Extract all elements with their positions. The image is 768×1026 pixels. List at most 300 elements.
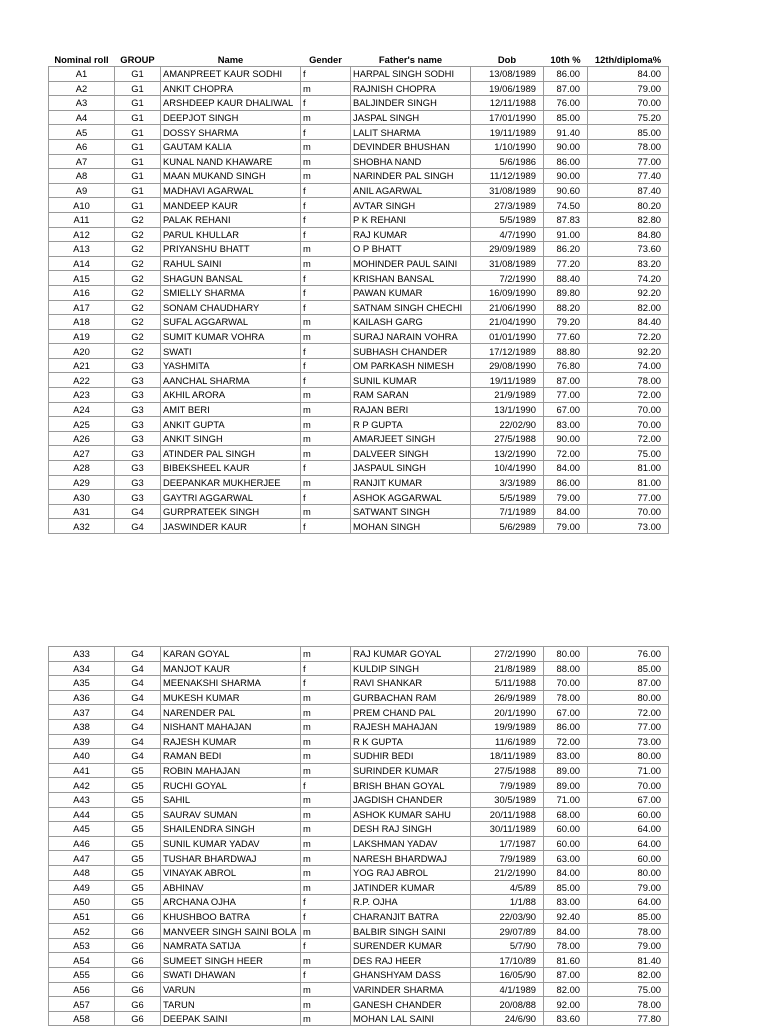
cell-dob: 12/11/1988 (471, 96, 544, 111)
cell-dob: 27/5/1988 (471, 763, 544, 778)
cell-dob: 7/1/1989 (471, 504, 544, 519)
cell-nominal-roll: A29 (49, 475, 115, 490)
cell-10th-percent: 79.20 (544, 315, 588, 330)
cell-dob: 31/08/1989 (471, 183, 544, 198)
cell-fathers-name: BALJINDER SINGH (351, 96, 471, 111)
cell-dob: 30/5/1989 (471, 792, 544, 807)
cell-nominal-roll: A31 (49, 504, 115, 519)
cell-12th-diploma-percent: 67.00 (588, 792, 669, 807)
cell-gender: m (301, 705, 351, 720)
table-row (49, 446, 669, 461)
table-row (49, 358, 669, 373)
cell-gender: m (301, 402, 351, 417)
cell-dob: 11/6/1989 (471, 734, 544, 749)
cell-nominal-roll: A22 (49, 373, 115, 388)
cell-group: G2 (115, 329, 161, 344)
table-row (49, 402, 669, 417)
table-row (49, 676, 669, 691)
cell-dob: 5/7/90 (471, 938, 544, 953)
cell-nominal-roll: A36 (49, 690, 115, 705)
cell-12th-diploma-percent: 85.00 (588, 909, 669, 924)
cell-name: PARUL KHULLAR (161, 227, 301, 242)
cell-name: NISHANT MAHAJAN (161, 719, 301, 734)
cell-dob: 21/9/1989 (471, 388, 544, 403)
cell-10th-percent: 67.00 (544, 705, 588, 720)
cell-12th-diploma-percent: 79.00 (588, 81, 669, 96)
cell-dob: 5/5/1989 (471, 490, 544, 505)
cell-10th-percent: 86.00 (544, 719, 588, 734)
cell-gender: m (301, 865, 351, 880)
cell-name: SAURAV SUMAN (161, 807, 301, 822)
cell-gender: f (301, 519, 351, 534)
table-row (49, 227, 669, 242)
cell-10th-percent: 90.60 (544, 183, 588, 198)
header-nominal-roll: Nominal roll (54, 53, 109, 65)
cell-12th-diploma-percent: 81.00 (588, 461, 669, 476)
cell-name: DEEPANKAR MUKHERJEE (161, 475, 301, 490)
cell-gender: f (301, 661, 351, 676)
table-row (49, 329, 669, 344)
cell-dob: 13/2/1990 (471, 446, 544, 461)
table-row (49, 81, 669, 96)
cell-12th-diploma-percent: 80.00 (588, 690, 669, 705)
cell-name: MAAN MUKAND SINGH (161, 169, 301, 184)
cell-12th-diploma-percent: 84.40 (588, 315, 669, 330)
cell-10th-percent: 78.00 (544, 690, 588, 705)
cell-group: G3 (115, 402, 161, 417)
table-row (49, 110, 669, 125)
cell-10th-percent: 78.00 (544, 938, 588, 953)
cell-nominal-roll: A42 (49, 778, 115, 793)
cell-group: G2 (115, 344, 161, 359)
cell-gender: m (301, 982, 351, 997)
cell-12th-diploma-percent: 87.40 (588, 183, 669, 198)
cell-10th-percent: 74.50 (544, 198, 588, 213)
cell-dob: 30/11/1989 (471, 822, 544, 837)
cell-group: G4 (115, 749, 161, 764)
table-row (49, 271, 669, 286)
cell-10th-percent: 87.00 (544, 81, 588, 96)
cell-gender: f (301, 198, 351, 213)
table-row (49, 836, 669, 851)
cell-nominal-roll: A23 (49, 388, 115, 403)
cell-name: ATINDER PAL SINGH (161, 446, 301, 461)
cell-fathers-name: RAJESH MAHAJAN (351, 719, 471, 734)
cell-dob: 4/5/89 (471, 880, 544, 895)
cell-group: G3 (115, 475, 161, 490)
cell-10th-percent: 84.00 (544, 924, 588, 939)
cell-fathers-name: VARINDER SHARMA (351, 982, 471, 997)
cell-fathers-name: ASHOK KUMAR SAHU (351, 807, 471, 822)
table-row (49, 139, 669, 154)
cell-group: G2 (115, 315, 161, 330)
cell-gender: f (301, 895, 351, 910)
cell-gender: m (301, 719, 351, 734)
cell-fathers-name: RANJIT KUMAR (351, 475, 471, 490)
cell-12th-diploma-percent: 70.00 (588, 402, 669, 417)
cell-group: G6 (115, 953, 161, 968)
cell-dob: 20/1/1990 (471, 705, 544, 720)
cell-gender: m (301, 953, 351, 968)
cell-gender: m (301, 417, 351, 432)
cell-group: G2 (115, 271, 161, 286)
cell-gender: m (301, 1011, 351, 1026)
cell-dob: 29/09/1989 (471, 242, 544, 257)
cell-group: G3 (115, 388, 161, 403)
cell-fathers-name: NARINDER PAL SINGH (351, 169, 471, 184)
cell-12th-diploma-percent: 82.00 (588, 968, 669, 983)
cell-nominal-roll: A35 (49, 676, 115, 691)
cell-10th-percent: 70.00 (544, 676, 588, 691)
cell-group: G4 (115, 690, 161, 705)
cell-fathers-name: JASPAUL SINGH (351, 461, 471, 476)
cell-name: SUMEET SINGH HEER (161, 953, 301, 968)
cell-group: G3 (115, 373, 161, 388)
cell-nominal-roll: A13 (49, 242, 115, 257)
cell-12th-diploma-percent: 79.00 (588, 880, 669, 895)
cell-group: G2 (115, 212, 161, 227)
cell-fathers-name: PREM CHAND PAL (351, 705, 471, 720)
cell-dob: 21/06/1990 (471, 300, 544, 315)
cell-10th-percent: 84.00 (544, 504, 588, 519)
cell-nominal-roll: A46 (49, 836, 115, 851)
cell-dob: 20/08/88 (471, 997, 544, 1012)
cell-gender: m (301, 792, 351, 807)
cell-name: TUSHAR BHARDWAJ (161, 851, 301, 866)
cell-nominal-roll: A58 (49, 1011, 115, 1026)
cell-dob: 26/9/1989 (471, 690, 544, 705)
table-row (49, 763, 669, 778)
cell-dob: 19/9/1989 (471, 719, 544, 734)
cell-name: SUNIL KUMAR YADAV (161, 836, 301, 851)
cell-10th-percent: 76.00 (544, 96, 588, 111)
cell-12th-diploma-percent: 70.00 (588, 778, 669, 793)
cell-nominal-roll: A48 (49, 865, 115, 880)
cell-fathers-name: SURINDER KUMAR (351, 763, 471, 778)
cell-fathers-name: DALVEER SINGH (351, 446, 471, 461)
table-row (49, 880, 669, 895)
cell-group: G2 (115, 242, 161, 257)
cell-name: SMIELLY SHARMA (161, 285, 301, 300)
student-table-2 (48, 646, 669, 1026)
cell-gender: m (301, 690, 351, 705)
cell-name: SUMIT KUMAR VOHRA (161, 329, 301, 344)
cell-group: G2 (115, 227, 161, 242)
cell-12th-diploma-percent: 82.80 (588, 212, 669, 227)
cell-nominal-roll: A15 (49, 271, 115, 286)
table-row (49, 256, 669, 271)
cell-name: SWATI DHAWAN (161, 968, 301, 983)
cell-nominal-roll: A8 (49, 169, 115, 184)
cell-nominal-roll: A50 (49, 895, 115, 910)
cell-gender: m (301, 851, 351, 866)
cell-fathers-name: SUNIL KUMAR (351, 373, 471, 388)
cell-10th-percent: 87.00 (544, 968, 588, 983)
student-table-1 (48, 52, 669, 534)
cell-10th-percent: 92.40 (544, 909, 588, 924)
table-row (49, 96, 669, 111)
header-group: GROUP (120, 53, 155, 65)
cell-gender: f (301, 968, 351, 983)
cell-nominal-roll: A16 (49, 285, 115, 300)
cell-gender: m (301, 242, 351, 257)
cell-12th-diploma-percent: 78.00 (588, 924, 669, 939)
cell-10th-percent: 85.00 (544, 110, 588, 125)
header-gender: Gender (309, 53, 342, 65)
cell-dob: 1/10/1990 (471, 139, 544, 154)
header-10th-percent: 10th % (550, 53, 581, 65)
cell-12th-diploma-percent: 77.00 (588, 490, 669, 505)
cell-fathers-name: CHARANJIT BATRA (351, 909, 471, 924)
cell-dob: 7/2/1990 (471, 271, 544, 286)
cell-dob: 17/01/1990 (471, 110, 544, 125)
cell-nominal-roll: A24 (49, 402, 115, 417)
cell-group: G5 (115, 851, 161, 866)
table-row (49, 822, 669, 837)
cell-dob: 22/02/90 (471, 417, 544, 432)
table-row (49, 388, 669, 403)
cell-10th-percent: 86.00 (544, 154, 588, 169)
cell-fathers-name: P K REHANI (351, 212, 471, 227)
cell-12th-diploma-percent: 60.00 (588, 807, 669, 822)
cell-group: G3 (115, 446, 161, 461)
cell-fathers-name: JASPAL SINGH (351, 110, 471, 125)
cell-10th-percent: 77.20 (544, 256, 588, 271)
cell-group: G6 (115, 1011, 161, 1026)
cell-gender: f (301, 285, 351, 300)
cell-10th-percent: 86.00 (544, 67, 588, 82)
table-row (49, 807, 669, 822)
cell-gender: f (301, 909, 351, 924)
cell-group: G1 (115, 125, 161, 140)
cell-group: G1 (115, 154, 161, 169)
cell-12th-diploma-percent: 77.80 (588, 1011, 669, 1026)
cell-gender: m (301, 388, 351, 403)
cell-dob: 4/7/1990 (471, 227, 544, 242)
cell-10th-percent: 84.00 (544, 461, 588, 476)
table-row (49, 778, 669, 793)
cell-dob: 5/5/1989 (471, 212, 544, 227)
cell-gender: m (301, 169, 351, 184)
cell-name: KHUSHBOO BATRA (161, 909, 301, 924)
cell-10th-percent: 92.00 (544, 997, 588, 1012)
cell-10th-percent: 87.83 (544, 212, 588, 227)
cell-12th-diploma-percent: 81.00 (588, 475, 669, 490)
cell-dob: 27/5/1988 (471, 431, 544, 446)
cell-name: PALAK REHANI (161, 212, 301, 227)
table-body (49, 67, 669, 534)
cell-group: G4 (115, 734, 161, 749)
cell-10th-percent: 79.00 (544, 490, 588, 505)
cell-fathers-name: RAM SARAN (351, 388, 471, 403)
cell-name: GAUTAM KALIA (161, 139, 301, 154)
cell-nominal-roll: A47 (49, 851, 115, 866)
cell-12th-diploma-percent: 85.00 (588, 125, 669, 140)
table-row (49, 519, 669, 534)
cell-dob: 4/1/1989 (471, 982, 544, 997)
cell-10th-percent: 72.00 (544, 446, 588, 461)
cell-nominal-roll: A41 (49, 763, 115, 778)
cell-fathers-name: AVTAR SINGH (351, 198, 471, 213)
cell-nominal-roll: A27 (49, 446, 115, 461)
cell-fathers-name: RAVI SHANKAR (351, 676, 471, 691)
cell-nominal-roll: A49 (49, 880, 115, 895)
cell-group: G5 (115, 807, 161, 822)
cell-nominal-roll: A45 (49, 822, 115, 837)
cell-fathers-name: HARPAL SINGH SODHI (351, 67, 471, 82)
cell-12th-diploma-percent: 81.40 (588, 953, 669, 968)
cell-gender: f (301, 373, 351, 388)
cell-12th-diploma-percent: 84.80 (588, 227, 669, 242)
cell-fathers-name: SUDHIR BEDI (351, 749, 471, 764)
cell-name: GAYTRI AGGARWAL (161, 490, 301, 505)
cell-nominal-roll: A38 (49, 719, 115, 734)
table-row (49, 475, 669, 490)
cell-gender: m (301, 763, 351, 778)
table-row (49, 417, 669, 432)
cell-name: AMIT BERI (161, 402, 301, 417)
cell-fathers-name: KRISHAN BANSAL (351, 271, 471, 286)
cell-group: G3 (115, 490, 161, 505)
cell-name: ABHINAV (161, 880, 301, 895)
cell-10th-percent: 88.20 (544, 300, 588, 315)
header-dob: Dob (497, 53, 517, 65)
cell-fathers-name: R K GUPTA (351, 734, 471, 749)
cell-nominal-roll: A56 (49, 982, 115, 997)
cell-gender: f (301, 490, 351, 505)
cell-gender: m (301, 836, 351, 851)
cell-10th-percent: 63.00 (544, 851, 588, 866)
cell-group: G3 (115, 461, 161, 476)
table-row (49, 734, 669, 749)
cell-12th-diploma-percent: 75.00 (588, 446, 669, 461)
cell-dob: 22/03/90 (471, 909, 544, 924)
cell-group: G4 (115, 504, 161, 519)
cell-12th-diploma-percent: 79.00 (588, 938, 669, 953)
cell-12th-diploma-percent: 82.00 (588, 300, 669, 315)
cell-gender: f (301, 183, 351, 198)
table-row (49, 719, 669, 734)
cell-fathers-name: KULDIP SINGH (351, 661, 471, 676)
cell-gender: m (301, 504, 351, 519)
cell-12th-diploma-percent: 78.00 (588, 997, 669, 1012)
cell-name: MUKESH KUMAR (161, 690, 301, 705)
cell-group: G4 (115, 676, 161, 691)
cell-nominal-roll: A1 (49, 67, 115, 82)
table-row (49, 865, 669, 880)
cell-gender: f (301, 344, 351, 359)
cell-fathers-name: YOG RAJ ABROL (351, 865, 471, 880)
cell-10th-percent: 89.80 (544, 285, 588, 300)
cell-dob: 29/07/89 (471, 924, 544, 939)
cell-group: G5 (115, 865, 161, 880)
cell-name: ANKIT CHOPRA (161, 81, 301, 96)
cell-10th-percent: 67.00 (544, 402, 588, 417)
table-row (49, 705, 669, 720)
cell-gender: f (301, 358, 351, 373)
cell-12th-diploma-percent: 72.00 (588, 388, 669, 403)
cell-12th-diploma-percent: 64.00 (588, 895, 669, 910)
cell-group: G1 (115, 110, 161, 125)
header-name: Name (217, 53, 244, 65)
cell-dob: 17/12/1989 (471, 344, 544, 359)
cell-name: RAHUL SAINI (161, 256, 301, 271)
cell-nominal-roll: A25 (49, 417, 115, 432)
cell-fathers-name: MOHAN SINGH (351, 519, 471, 534)
cell-fathers-name: DESH RAJ SINGH (351, 822, 471, 837)
cell-10th-percent: 77.00 (544, 388, 588, 403)
cell-nominal-roll: A32 (49, 519, 115, 534)
cell-nominal-roll: A44 (49, 807, 115, 822)
cell-12th-diploma-percent: 64.00 (588, 822, 669, 837)
cell-gender: m (301, 315, 351, 330)
cell-group: G2 (115, 256, 161, 271)
table-row (49, 938, 669, 953)
table-row (49, 792, 669, 807)
cell-group: G5 (115, 792, 161, 807)
cell-10th-percent: 81.60 (544, 953, 588, 968)
cell-fathers-name: BALBIR SINGH SAINI (351, 924, 471, 939)
cell-name: ARSHDEEP KAUR DHALIWAL (161, 96, 301, 111)
cell-12th-diploma-percent: 77.00 (588, 719, 669, 734)
cell-gender: m (301, 647, 351, 662)
table-row (49, 690, 669, 705)
cell-nominal-roll: A53 (49, 938, 115, 953)
cell-nominal-roll: A34 (49, 661, 115, 676)
cell-group: G5 (115, 822, 161, 837)
cell-name: GURPRATEEK SINGH (161, 504, 301, 519)
cell-group: G6 (115, 938, 161, 953)
cell-name: KARAN GOYAL (161, 647, 301, 662)
cell-group: G5 (115, 895, 161, 910)
cell-group: G1 (115, 67, 161, 82)
table-row (49, 431, 669, 446)
cell-name: DEEPJOT SINGH (161, 110, 301, 125)
cell-12th-diploma-percent: 72.20 (588, 329, 669, 344)
table-row (49, 67, 669, 82)
cell-group: G6 (115, 982, 161, 997)
cell-nominal-roll: A57 (49, 997, 115, 1012)
cell-10th-percent: 85.00 (544, 880, 588, 895)
cell-10th-percent: 90.00 (544, 431, 588, 446)
cell-gender: m (301, 431, 351, 446)
cell-nominal-roll: A39 (49, 734, 115, 749)
cell-nominal-roll: A20 (49, 344, 115, 359)
cell-group: G6 (115, 968, 161, 983)
cell-name: ANKIT GUPTA (161, 417, 301, 432)
cell-name: MANDEEP KAUR (161, 198, 301, 213)
cell-gender: f (301, 96, 351, 111)
cell-fathers-name: O P BHATT (351, 242, 471, 257)
cell-dob: 01/01/1990 (471, 329, 544, 344)
table-header (49, 52, 669, 67)
cell-12th-diploma-percent: 80.00 (588, 865, 669, 880)
cell-gender: f (301, 461, 351, 476)
cell-group: G1 (115, 96, 161, 111)
cell-name: SONAM CHAUDHARY (161, 300, 301, 315)
table-row (49, 997, 669, 1012)
cell-gender: m (301, 822, 351, 837)
cell-name: AANCHAL SHARMA (161, 373, 301, 388)
table-row (49, 212, 669, 227)
cell-10th-percent: 90.00 (544, 139, 588, 154)
cell-nominal-roll: A40 (49, 749, 115, 764)
cell-10th-percent: 88.00 (544, 661, 588, 676)
cell-dob: 17/10/89 (471, 953, 544, 968)
cell-dob: 1/1/88 (471, 895, 544, 910)
cell-name: AKHIL ARORA (161, 388, 301, 403)
cell-12th-diploma-percent: 83.20 (588, 256, 669, 271)
